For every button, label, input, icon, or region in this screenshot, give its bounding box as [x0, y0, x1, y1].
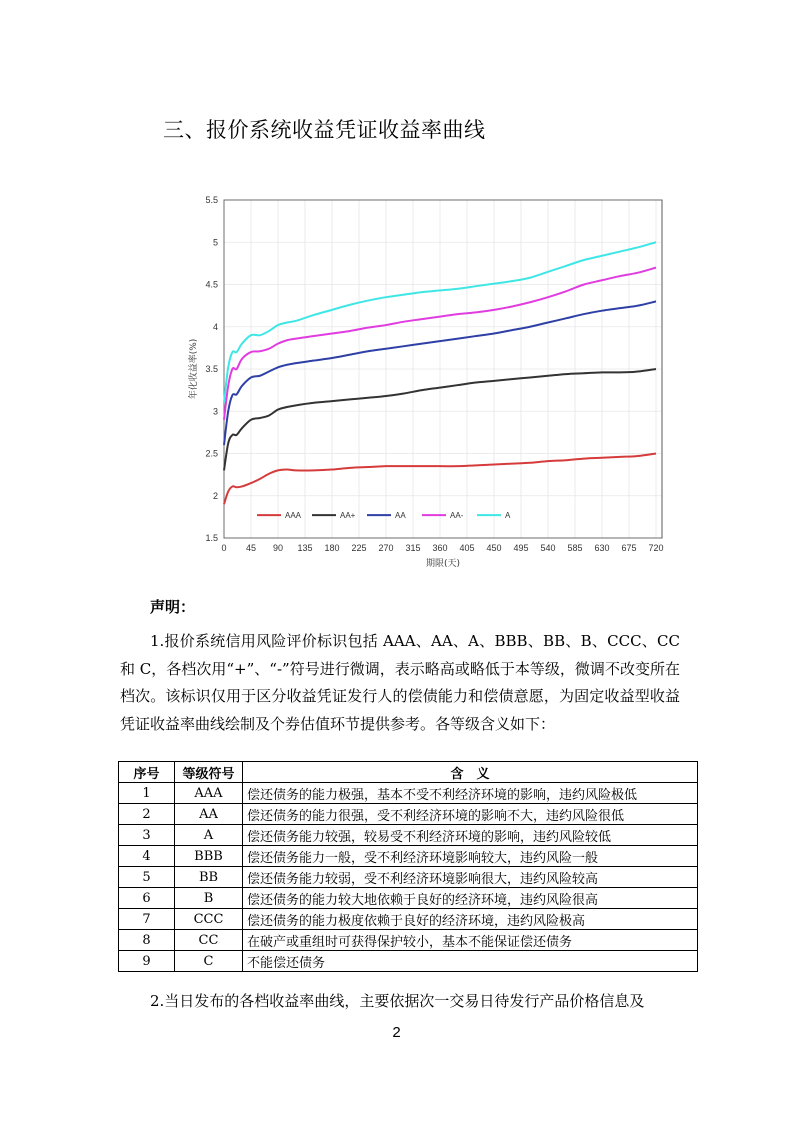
cell-meaning: 偿还债务的能力较大地依赖于良好的经济环境，违约风险很高: [243, 888, 698, 909]
table-row: [119, 867, 698, 888]
cell-no: 2: [119, 804, 175, 825]
cell-no: 9: [119, 951, 175, 972]
y-tick-label: 5: [212, 237, 218, 248]
y-axis-label: 年化收益率(%): [189, 338, 199, 400]
cell-no: 6: [119, 888, 175, 909]
x-tick-label: 0: [221, 543, 227, 553]
section-heading: 三、报价系统收益凭证收益率曲线: [163, 118, 486, 142]
cell-no: 7: [119, 909, 175, 930]
table-row: [119, 804, 698, 825]
grade-table: [118, 761, 698, 972]
y-tick-label: 4.5: [205, 279, 218, 290]
x-tick-label: 450: [486, 543, 502, 553]
legend-label-AA-: AA-: [450, 511, 464, 521]
x-tick-label: 45: [245, 543, 257, 553]
cell-meaning: 偿还债务的能力极强，基本不受不利经济环境的影响，违约风险极低: [243, 783, 698, 804]
x-tick-label: 180: [324, 543, 340, 553]
cell-no: 1: [119, 783, 175, 804]
x-tick-label: 675: [621, 543, 637, 553]
cell-meaning: 偿还债务能力较强，较易受不利经济环境的影响，违约风险较低: [243, 825, 698, 846]
y-tick-label: 2.5: [205, 448, 218, 459]
table-row: [119, 951, 698, 972]
legend-label-AAA: AAA: [285, 511, 302, 521]
cell-no: 4: [119, 846, 175, 867]
declaration-paragraph-1: 1.报价系统信用风险评价标识包括 AAA、AA、A、BBB、BB、B、CCC、CC 和 C，各档次用“+”、“-”符号进行微调，表示略高或略低于本等级，微调不改变所在档次。该标识仅用于区分收益凭证发行人的偿债能力和偿债意愿，为固定收益型收益凭证收益率曲线绘制及个券估值环节提供参考。各等级含义如下：: [120, 632, 680, 733]
table-header-row: [119, 762, 698, 783]
cell-grade: C: [175, 951, 243, 972]
y-tick-label: 5.5: [205, 195, 218, 205]
x-tick-label: 90: [272, 543, 284, 553]
cell-meaning: 不能偿还债务: [243, 951, 698, 972]
cell-meaning: 偿还债务能力较弱，受不利经济环境影响很大，违约风险较高: [243, 867, 698, 888]
y-tick-label: 3.5: [205, 364, 218, 374]
table-row: [119, 846, 698, 867]
x-tick-label: 720: [648, 543, 664, 553]
legend-label-AA+: AA+: [340, 511, 356, 521]
cell-grade: AAA: [175, 783, 243, 804]
cell-meaning: 在破产或重组时可获得保护较小，基本不能保证偿还债务: [243, 930, 698, 951]
table-row: [119, 825, 698, 846]
y-tick-label: 2: [212, 490, 218, 501]
x-tick-label: 135: [297, 543, 313, 553]
cell-grade: CC: [175, 930, 243, 951]
y-tick-label: 4: [212, 321, 218, 332]
cell-no: 3: [119, 825, 175, 846]
cell-no: 8: [119, 930, 175, 951]
cell-grade: CCC: [175, 909, 243, 930]
cell-meaning: 偿还债务的能力极度依赖于良好的经济环境，违约风险极高: [243, 909, 698, 930]
cell-grade: BB: [175, 867, 243, 888]
cell-meaning: 偿还债务能力一般，受不利经济环境影响较大，违约风险一般: [243, 846, 698, 867]
header-meaning: 含 义: [243, 762, 698, 783]
x-tick-label: 225: [351, 543, 367, 553]
table-row: [119, 909, 698, 930]
x-tick-label: 270: [378, 543, 394, 553]
x-tick-label: 495: [513, 543, 529, 553]
x-tick-label: 405: [459, 543, 475, 553]
table-row: [119, 930, 698, 951]
x-tick-label: 540: [540, 543, 556, 553]
cell-grade: B: [175, 888, 243, 909]
y-tick-label: 3: [212, 406, 218, 417]
page-number: 2: [392, 1024, 401, 1041]
table-row: [119, 783, 698, 804]
header-grade: 等级符号: [175, 762, 243, 783]
cell-meaning: 偿还债务的能力很强，受不利经济环境的影响不大，违约风险很低: [243, 804, 698, 825]
cell-grade: A: [175, 825, 243, 846]
x-tick-label: 360: [432, 543, 448, 553]
cell-no: 5: [119, 867, 175, 888]
cell-grade: BBB: [175, 846, 243, 867]
declaration-title: 声明：: [150, 598, 196, 616]
x-tick-label: 315: [405, 543, 421, 553]
x-tick-label: 585: [567, 543, 583, 553]
cell-grade: AA: [175, 804, 243, 825]
yield-curve-chart: [184, 188, 674, 572]
declaration-paragraph-2: 2.当日发布的各档收益率曲线，主要依据次一交易日待发行产品价格信息及: [150, 992, 645, 1010]
x-axis-label: 期限(天): [425, 559, 461, 569]
legend-label-AA: AA: [395, 511, 406, 521]
header-no: 序号: [119, 762, 175, 783]
legend-label-A: A: [505, 511, 511, 521]
x-tick-label: 630: [594, 543, 610, 553]
table-row: [119, 888, 698, 909]
y-tick-label: 1.5: [205, 533, 218, 543]
